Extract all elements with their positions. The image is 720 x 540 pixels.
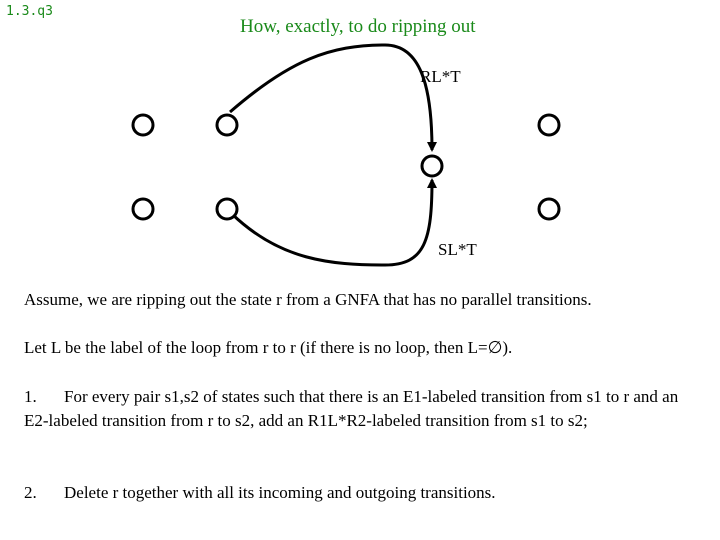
step-1 [24, 385, 704, 433]
edge-top-into-r [230, 45, 432, 150]
state-right-bottom [539, 199, 559, 219]
edge-bottom-into-r [232, 180, 432, 265]
step-2-number: 2. [24, 483, 37, 502]
let-paragraph: Let L be the label of the loop from r to r (if there is no loop, then L=∅). [24, 338, 513, 357]
edge-label-bottom: SL*T [438, 240, 477, 259]
state-left-top [133, 115, 153, 135]
state-second-bottom [217, 199, 237, 219]
step-1-text: For every pair s1,s2 of states such that there is an E1-labeled transition from s1 to r and an E2-labeled transition from r to s2, add an R1L*R2-labeled transition from s1 to s2; [24, 387, 679, 430]
edge-label-top: RL*T [420, 67, 461, 86]
step-2-text: Delete r together with all its incoming and outgoing transitions. [64, 483, 496, 502]
slide-number: 1.3.q3 [6, 4, 53, 19]
step-2 [24, 481, 704, 505]
slide-title: How, exactly, to do ripping out [240, 16, 476, 37]
step-1-number: 1. [24, 387, 37, 406]
state-right-top [539, 115, 559, 135]
state-second-top [217, 115, 237, 135]
state-r [422, 156, 442, 176]
assume-paragraph: Assume, we are ripping out the state r from a GNFA that has no parallel transitions. [24, 290, 592, 309]
state-left-bottom [133, 199, 153, 219]
